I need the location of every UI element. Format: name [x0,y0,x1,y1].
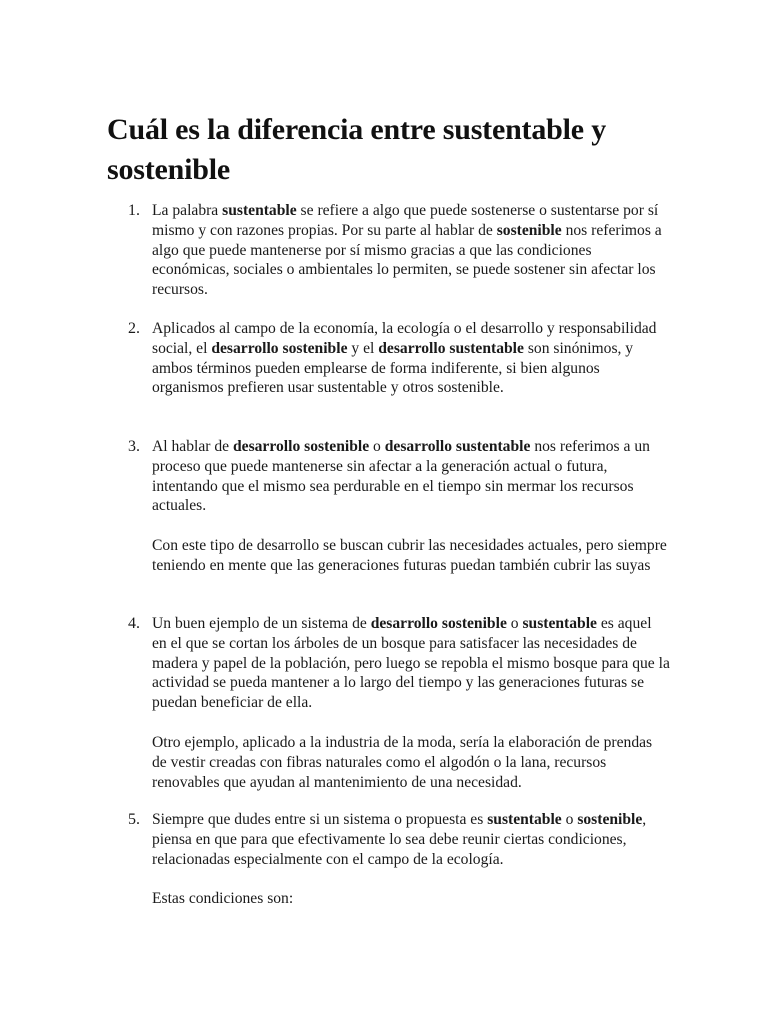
list-item-body [152,614,670,812]
list-item-number: 1. [128,202,140,219]
text-run: nos referimos a algo que puede mantenerse por sí mismo gracias a que las condiciones económicas, sociales o ambientales lo permiten, se puede sostener sin afectar los recursos. [152,221,662,299]
bold-term: sostenible [496,221,562,239]
text-run: nos referimos a un proceso que puede mantenerse sin afectar a la generación actual o futura, intentando que el mismo sea perdurable en el tiempo sin mermar los recursos actuales. [152,438,650,515]
text-run: o [561,811,578,828]
page-title: Cuál es la diferencia entre sustentable y sostenible [107,113,606,186]
text-run: Aplicados al campo de la economía, la ecología o el desarrollo y responsabilidad social, el [152,320,657,357]
list-item-number: 2. [128,320,140,337]
list-item-number: 5. [128,811,140,828]
text-run: Otro ejemplo, aplicado a la industria de la moda, sería la elaboración de prendas de vestir creadas con fibras naturales como el algodón o la lana, recursos renovables que ayudan al mantenimiento de una necesidad. [152,733,653,791]
list-item-paragraph [152,319,670,398]
bold-term: sustentable [487,811,562,828]
list-item-body [152,319,670,418]
bold-term: sostenible [577,811,643,828]
text-run: o [369,438,385,455]
bold-term: desarrollo sustentable [378,339,524,357]
text-run: Al hablar de [152,438,233,455]
bold-term: desarrollo sostenible [370,615,507,632]
text-run: Con este tipo de desarrollo se buscan cubrir las necesidades actuales, pero siempre teniendo en mente que las generaciones futuras puedan también cubrir las suyas [152,537,667,574]
text-run: son sinónimos, y ambos términos pueden emplearse de forma indiferente, si bien algunos organismos prefieren usar sustentable y otros sostenible. [152,339,634,397]
text-run: Estas condiciones son: [152,890,294,908]
text-run: La palabra [152,202,223,219]
bold-term: desarrollo sostenible [211,339,348,357]
list-item-body [152,810,670,929]
list-item-body [152,437,670,596]
text-run: Siempre que dudes entre si un sistema o propuesta es [152,811,488,828]
list-item-paragraph [152,614,670,713]
text-run: se refiere a algo que puede sostenerse o sustentarse por sí mismo y con razones propias. Por su parte al hablar de [152,202,659,239]
list-item-paragraph [152,201,670,300]
list-item-number: 3. [128,438,140,455]
text-run: o [506,615,523,632]
list-item-paragraph [152,889,670,909]
text-run: , piensa en que para que efectivamente lo sea debe reunir ciertas condiciones, relacionadas especialmente con el campo de la ecología. [152,811,647,868]
list-item-number: 4. [128,615,140,632]
bold-term: desarrollo sustentable [384,438,531,455]
list-item-paragraph [152,536,670,576]
list-item-paragraph [152,810,670,869]
bold-term: desarrollo sostenible [232,438,370,455]
list-item-paragraph [152,437,670,516]
text-run: es aquel en el que se cortan los árboles de un bosque para satisfacer las necesidades de madera y papel de la población, pero luego se repobla el mismo bosque para que la actividad se pueda mantener a lo largo del tiempo y las generaciones futuras se puedan beneficiar de ella. [152,615,670,712]
list-item-paragraph [152,733,670,792]
text-run: Un buen ejemplo de un sistema de [152,615,371,632]
list-item-body [152,201,670,320]
bold-term: sustentable [222,202,297,219]
text-run: y el [347,339,379,357]
bold-term: sustentable [522,615,597,632]
